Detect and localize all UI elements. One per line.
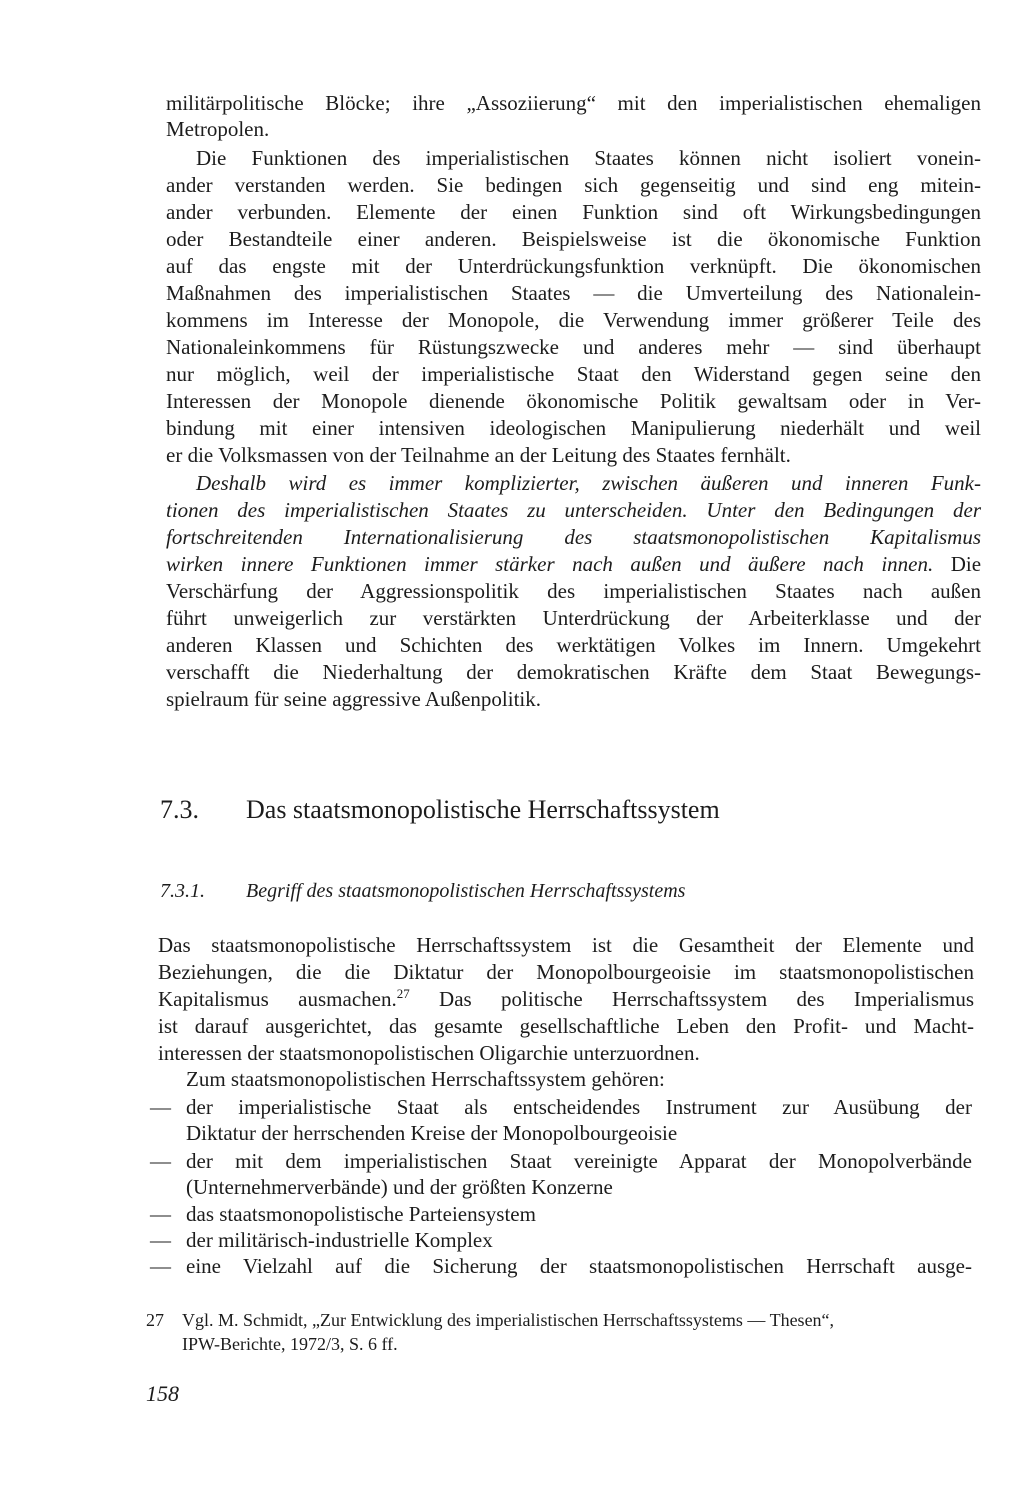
list-dash: — <box>150 1095 171 1119</box>
paragraph-line: Maßnahmen des imperialistischen Staates — die Umverteilung des Nationalein- <box>166 281 981 305</box>
paragraph-line: führt unweigerlich zur verstärkten Unterdrückung der Arbeiterklasse und der <box>166 606 981 630</box>
mixed-line <box>166 551 981 577</box>
paragraph-line: Das staatsmonopolistische Herrschaftssystem ist die Gesamtheit der Elemente und <box>158 933 974 957</box>
paragraph-line: nur möglich, weil der imperialistische Staat den Widerstand gegen seine den <box>166 362 981 386</box>
paragraph-line: er die Volksmassen von der Teilnahme an der Leitung des Staates fernhält. <box>166 443 791 467</box>
list-dash: — <box>150 1202 171 1226</box>
page-number: 158 <box>146 1381 179 1406</box>
emphasis-line: tionen des imperialistischen Staates zu unterscheiden. Unter den Bedingungen der <box>166 498 981 522</box>
list-dash: — <box>150 1228 171 1252</box>
section-title: Das staatsmonopolistische Herrschaftssystem <box>246 795 720 824</box>
paragraph-line: kommens im Interesse der Monopole, die Verwendung immer größerer Teile des <box>166 308 981 332</box>
paragraph-line: ander verbunden. Elemente der einen Funktion sind oft Wirkungsbedingungen <box>166 200 981 224</box>
paragraph-line: ander verstanden werden. Sie bedingen sich gegenseitig und sind eng mitein- <box>166 173 981 197</box>
footnote-line: IPW-Berichte, 1972/3, S. 6 ff. <box>182 1334 398 1354</box>
list-dash: — <box>150 1149 171 1173</box>
paragraph-line: verschafft die Niederhaltung der demokratischen Kräfte dem Staat Bewegungs- <box>166 660 981 684</box>
paragraph-line: Interessen der Monopole dienende ökonomische Politik gewaltsam oder in Ver- <box>166 389 981 413</box>
paragraph-line: Die Funktionen des imperialistischen Staates können nicht isoliert vonein- <box>196 146 981 170</box>
text-segment: Kapitalismus ausmachen. <box>158 987 397 1011</box>
list-item-line: der imperialistische Staat als entscheidendes Instrument zur Ausübung der <box>186 1095 972 1119</box>
paragraph-line: interessen der staatsmonopolistischen Oligarchie unterzuordnen. <box>158 1041 700 1065</box>
text-segment: Das politische Herrschaftssystem des Imperialismus <box>409 987 974 1011</box>
emphasis-line: fortschreitenden Internationalisierung des staatsmonopolistischen Kapitalismus <box>166 525 981 549</box>
roman-text: Die <box>950 552 982 576</box>
paragraph-line: militärpolitische Blöcke; ihre „Assoziierung“ mit den imperialistischen ehemaligen <box>166 91 981 115</box>
footnote-reference[interactable]: 27 <box>396 986 410 1001</box>
paragraph-line: ist darauf ausgerichtet, das gesamte gesellschaftliche Leben den Profit- und Macht- <box>158 1014 974 1038</box>
footnote-line: Vgl. M. Schmidt, „Zur Entwicklung des imperialistischen Herrschaftssystems — Thesen“, <box>182 1310 835 1330</box>
list-intro: Zum staatsmonopolistischen Herrschaftssystem gehören: <box>186 1067 665 1091</box>
list-item-line: das staatsmonopolistische Parteiensystem <box>186 1202 536 1226</box>
paragraph-line: Verschärfung der Aggressionspolitik des imperialistischen Staates nach außen <box>166 579 981 603</box>
list-item-line: eine Vielzahl auf die Sicherung der staatsmonopolistischen Herrschaft ausge- <box>186 1254 972 1278</box>
list-item-line: der mit dem imperialistischen Staat vereinigte Apparat der Monopolverbände <box>186 1149 972 1173</box>
list-item-line: (Unternehmerverbände) und der größten Konzerne <box>186 1175 613 1199</box>
paragraph-line: Beziehungen, die die Diktatur der Monopolbourgeoisie im staatsmonopolistischen <box>158 960 974 984</box>
list-dash: — <box>150 1254 171 1278</box>
subsection-number: 7.3.1. <box>160 880 205 902</box>
list-item-line: Diktatur der herrschenden Kreise der Monopolbourgeoisie <box>186 1121 678 1145</box>
subsection-title: Begriff des staatsmonopolistischen Herrschaftssystems <box>246 880 686 902</box>
emphasis-line: Deshalb wird es immer komplizierter, zwischen äußeren und inneren Funk- <box>196 471 981 495</box>
footnote-number: 27 <box>146 1310 164 1330</box>
paragraph-line: spielraum für seine aggressive Außenpolitik. <box>166 687 541 711</box>
list-item-line: der militärisch-industrielle Komplex <box>186 1228 493 1252</box>
paragraph-line: anderen Klassen und Schichten des werktätigen Volkes im Innern. Umgekehrt <box>166 633 981 657</box>
paragraph-line: auf das engste mit der Unterdrückungsfunktion verknüpft. Die ökonomischen <box>166 254 981 278</box>
paragraph-line: bindung mit einer intensiven ideologischen Manipulierung niederhält und weil <box>166 416 981 440</box>
paragraph-line: Nationaleinkommens für Rüstungszwecke und anderes mehr — sind überhaupt <box>166 335 981 359</box>
paragraph-line <box>158 986 974 1012</box>
paragraph-line: oder Bestandteile einer anderen. Beispielsweise ist die ökonomische Funktion <box>166 227 981 251</box>
paragraph-line: Metropolen. <box>166 117 270 141</box>
emphasis-text: wirken innere Funktionen immer stärker nach außen und äußere nach innen. <box>166 552 934 576</box>
section-number: 7.3. <box>160 795 199 824</box>
